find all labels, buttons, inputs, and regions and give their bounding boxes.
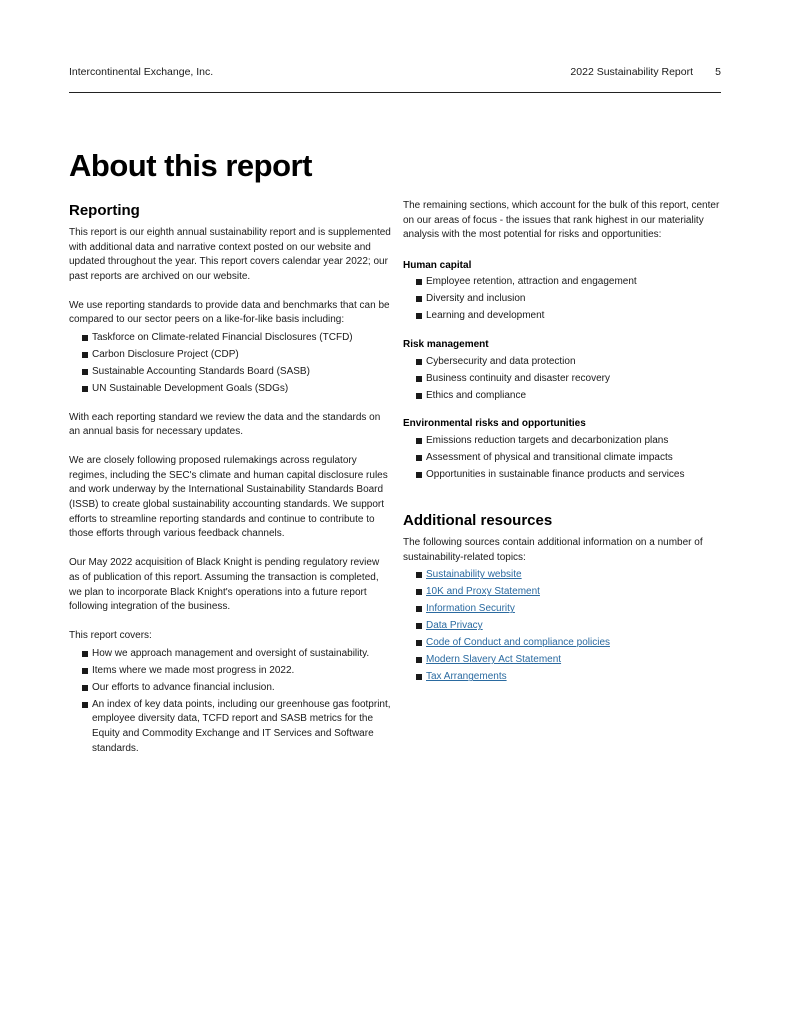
- additional-resources-heading: Additional resources: [403, 512, 553, 530]
- list-item-text: How we approach management and oversight of sustainability.: [92, 647, 370, 659]
- bullet-icon: [416, 393, 422, 399]
- list-item: [403, 355, 721, 370]
- right-column: [403, 199, 721, 699]
- bullet-icon: [416, 606, 422, 612]
- list-item: [69, 681, 391, 696]
- list-item-text: Learning and development: [426, 310, 545, 322]
- list-item: [403, 636, 721, 651]
- bullet-icon: [416, 455, 422, 461]
- bullet-icon: [416, 313, 422, 319]
- paragraph: The remaining sections, which account for the bulk of this report, center on our areas of focus - the issues that rank highest in our materiality analysis with the most potential for risks and opportunities:: [403, 200, 720, 241]
- environmental-list: [403, 434, 721, 483]
- list-item-text: Sustainable Accounting Standards Board (SASB): [92, 366, 310, 378]
- resources-list: [403, 568, 721, 685]
- paragraph: This report covers:: [69, 630, 152, 642]
- bullet-icon: [82, 651, 88, 657]
- list-item: [403, 451, 721, 466]
- list-item-text: Carbon Disclosure Project (CDP): [92, 349, 239, 361]
- bullet-icon: [416, 623, 422, 629]
- code-of-conduct-link[interactable]: Code of Conduct and compliance policies: [426, 637, 610, 649]
- list-item: [69, 647, 391, 662]
- risk-management-heading: Risk management: [403, 338, 489, 350]
- list-item: [403, 602, 721, 617]
- page-title: About this report: [69, 148, 312, 183]
- list-item: [403, 434, 721, 449]
- information-security-link[interactable]: Information Security: [426, 603, 515, 615]
- list-item-text: Business continuity and disaster recovery: [426, 372, 610, 384]
- paragraph: This report is our eighth annual sustainability report and is supplemented with additional data and narrative context posted on our website and updated throughout the year. This report covers calendar year 2022; our past reports are archived on our website.: [69, 227, 391, 282]
- data-privacy-link[interactable]: Data Privacy: [426, 620, 483, 632]
- list-item-text: Our efforts to advance financial inclusion.: [92, 681, 275, 693]
- list-item-text: Cybersecurity and data protection: [426, 355, 576, 367]
- page-number: 5: [715, 66, 721, 78]
- risk-management-list: [403, 355, 721, 404]
- list-item: [403, 568, 721, 583]
- human-capital-heading: Human capital: [403, 259, 472, 271]
- list-item: [403, 670, 721, 685]
- list-item: [69, 348, 391, 363]
- list-item: [403, 372, 721, 387]
- bullet-icon: [416, 279, 422, 285]
- list-item: [403, 653, 721, 668]
- bullet-icon: [416, 674, 422, 680]
- list-item-text: UN Sustainable Development Goals (SDGs): [92, 383, 289, 395]
- bullet-icon: [416, 376, 422, 382]
- list-item: [403, 275, 721, 290]
- reporting-heading: Reporting: [69, 202, 140, 219]
- sustainability-website-link[interactable]: Sustainability website: [426, 569, 522, 581]
- company-name: Intercontinental Exchange, Inc.: [69, 66, 214, 78]
- list-item-text: Items where we made most progress in 2022.: [92, 664, 295, 676]
- bullet-icon: [416, 438, 422, 444]
- list-item-text: Opportunities in sustainable finance products and services: [426, 468, 685, 480]
- bullet-icon: [416, 359, 422, 365]
- paragraph: The following sources contain additional information on a number of sustainability-related topics:: [403, 537, 703, 563]
- bullet-icon: [82, 702, 88, 708]
- list-item-text: Ethics and compliance: [426, 389, 527, 401]
- list-item: [69, 382, 391, 397]
- list-item: [403, 468, 721, 483]
- paragraph: We use reporting standards to provide data and benchmarks that can be compared to our sector peers on a like-for-like basis including:: [69, 299, 390, 326]
- paragraph: Our May 2022 acquisition of Black Knight is pending regulatory review as of publication of this report. Assuming the transaction is completed, we plan to incorporate Black Knight's operations into a future report following integration of the business.: [69, 557, 380, 613]
- list-item: [69, 698, 391, 756]
- bullet-icon: [82, 668, 88, 674]
- bullet-icon: [416, 589, 422, 595]
- list-item-text: Diversity and inclusion: [426, 293, 526, 305]
- bullet-icon: [416, 296, 422, 302]
- human-capital-list: [403, 275, 721, 324]
- covers-list: [69, 647, 391, 756]
- bullet-icon: [82, 685, 88, 691]
- bullet-icon: [416, 472, 422, 478]
- modern-slavery-link[interactable]: Modern Slavery Act Statement: [426, 654, 562, 666]
- list-item: [69, 365, 391, 380]
- standards-list: [69, 331, 391, 397]
- list-item: [403, 619, 721, 634]
- paragraph: With each reporting standard we review the data and the standards on an annual basis for necessary updates.: [69, 411, 381, 438]
- paragraph: We are closely following proposed rulemakings across regulatory regimes, including the SEC's climate and human capital disclosure rules and work underway by the International Sustainability Standards Board (ISSB) to create global sustainability accounting standards. We support efforts to streamline reporting standards and continue to contribute to those efforts through various feedback channels.: [69, 455, 388, 540]
- bullet-icon: [82, 335, 88, 341]
- list-item: [403, 585, 721, 600]
- list-item-text: Assessment of physical and transitional climate impacts: [426, 451, 673, 463]
- list-item: [403, 292, 721, 307]
- bullet-icon: [82, 386, 88, 392]
- page-header: [69, 66, 721, 93]
- bullet-icon: [416, 657, 422, 663]
- list-item-text: Employee retention, attraction and engagement: [426, 276, 637, 288]
- bullet-icon: [82, 352, 88, 358]
- list-item: [403, 309, 721, 324]
- list-item-text: Emissions reduction targets and decarbonization plans: [426, 434, 669, 446]
- bullet-icon: [416, 572, 422, 578]
- 10k-proxy-link[interactable]: 10K and Proxy Statement: [426, 586, 540, 598]
- report-title: 2022 Sustainability Report: [570, 66, 693, 78]
- list-item-text: An index of key data points, including our greenhouse gas footprint, employee diversity data, TCFD report and SASB metrics for the Equity and Commodity Exchange and IT Services and Software standards.: [92, 698, 391, 754]
- list-item: [403, 389, 721, 404]
- tax-arrangements-link[interactable]: Tax Arrangements: [426, 671, 507, 683]
- list-item-text: Taskforce on Climate-related Financial Disclosures (TCFD): [92, 332, 353, 344]
- list-item: [69, 331, 391, 346]
- bullet-icon: [416, 640, 422, 646]
- bullet-icon: [82, 369, 88, 375]
- list-item: [69, 664, 391, 679]
- left-column: [69, 200, 391, 770]
- environmental-heading: Environmental risks and opportunities: [403, 418, 586, 430]
